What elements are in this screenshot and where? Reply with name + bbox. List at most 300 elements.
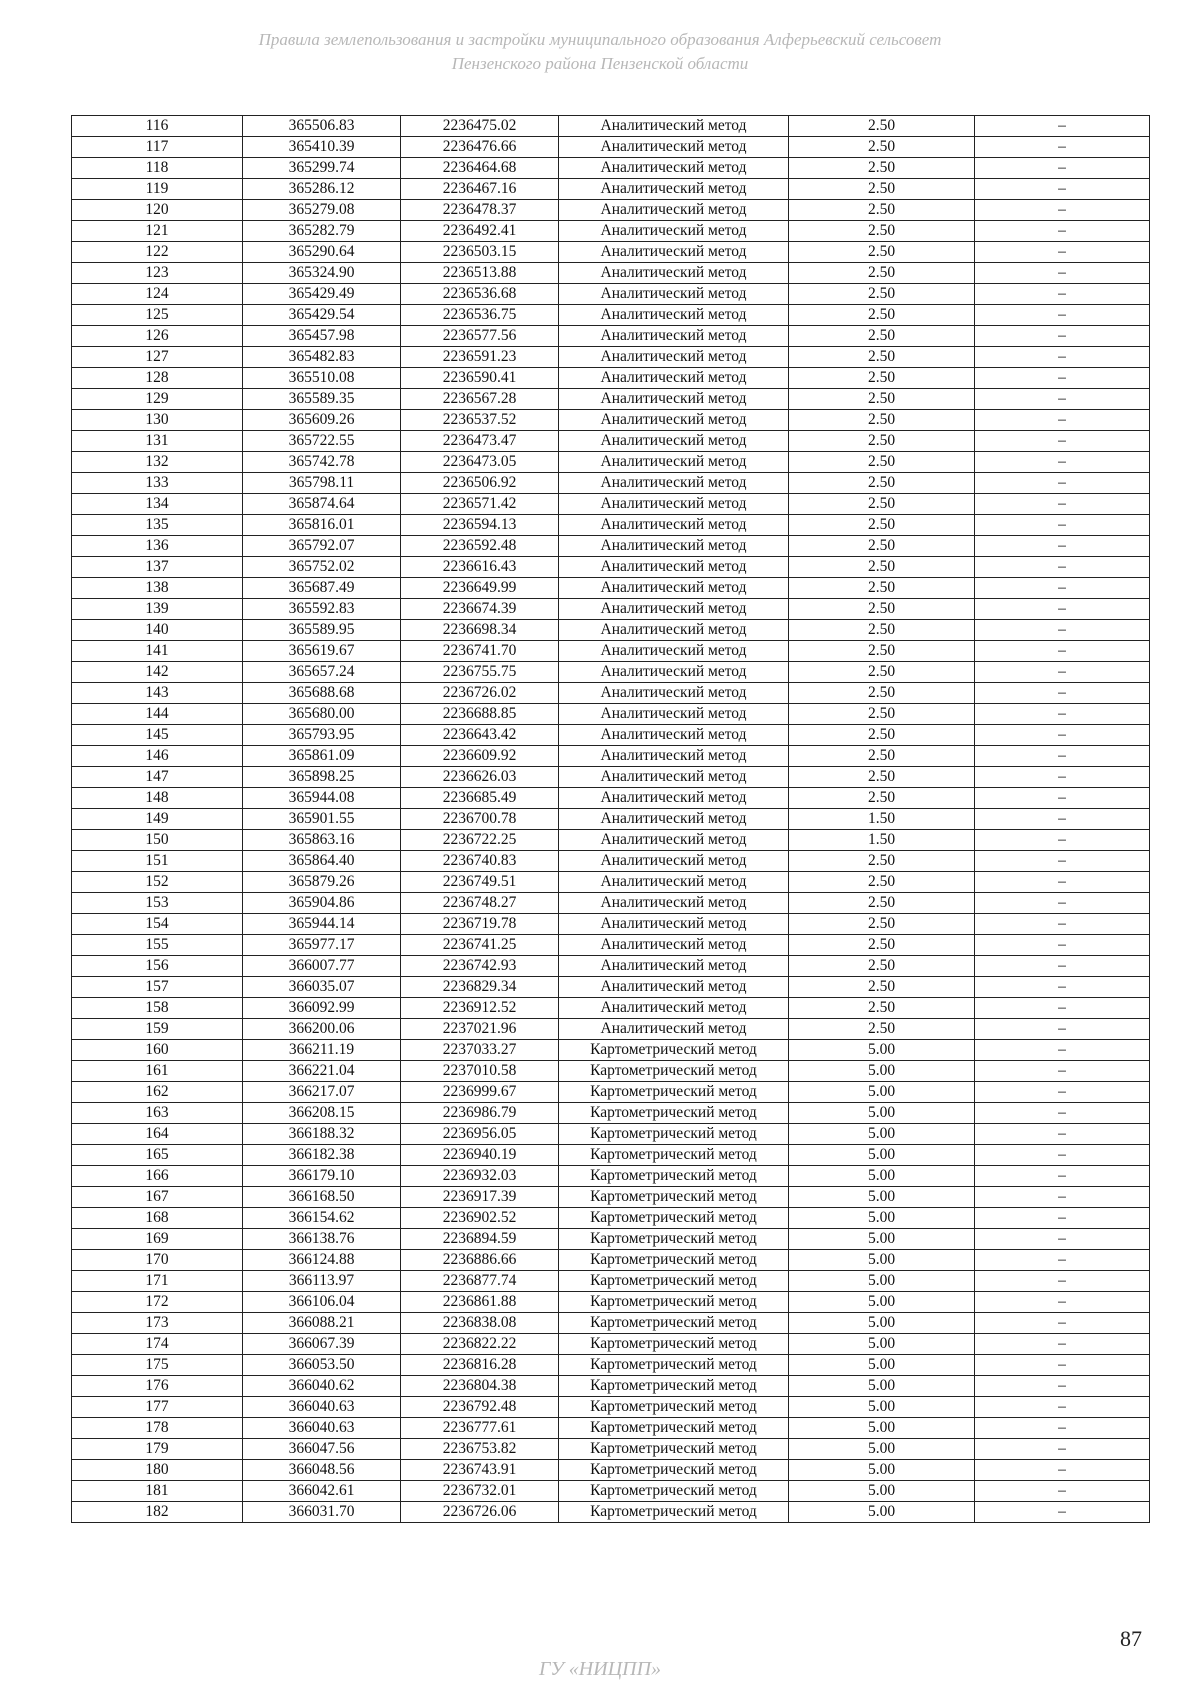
x-coordinate-cell: 366007.77	[243, 956, 401, 977]
table-row	[72, 158, 1150, 179]
y-coordinate-cell: 2236467.16	[401, 179, 559, 200]
method-cell: Аналитический метод	[559, 221, 789, 242]
page-number: 87	[1120, 1626, 1142, 1651]
y-coordinate-cell: 2236674.39	[401, 599, 559, 620]
table-row	[72, 347, 1150, 368]
point-number-cell: 148	[72, 788, 243, 809]
note-cell: –	[975, 284, 1150, 305]
y-coordinate-cell: 2236722.25	[401, 830, 559, 851]
note-cell: –	[975, 389, 1150, 410]
x-coordinate-cell: 365457.98	[243, 326, 401, 347]
y-coordinate-cell: 2237033.27	[401, 1040, 559, 1061]
x-coordinate-cell: 365609.26	[243, 410, 401, 431]
y-coordinate-cell: 2236698.34	[401, 620, 559, 641]
y-coordinate-cell: 2237010.58	[401, 1061, 559, 1082]
table-row	[72, 1481, 1150, 1502]
y-coordinate-cell: 2236877.74	[401, 1271, 559, 1292]
x-coordinate-cell: 365410.39	[243, 137, 401, 158]
x-coordinate-cell: 365798.11	[243, 473, 401, 494]
y-coordinate-cell: 2236755.75	[401, 662, 559, 683]
y-coordinate-cell: 2236940.19	[401, 1145, 559, 1166]
x-coordinate-cell: 366113.97	[243, 1271, 401, 1292]
point-number-cell: 145	[72, 725, 243, 746]
x-coordinate-cell: 365589.35	[243, 389, 401, 410]
point-number-cell: 127	[72, 347, 243, 368]
point-number-cell: 163	[72, 1103, 243, 1124]
note-cell: –	[975, 1355, 1150, 1376]
note-cell: –	[975, 746, 1150, 767]
point-number-cell: 172	[72, 1292, 243, 1313]
note-cell: –	[975, 368, 1150, 389]
y-coordinate-cell: 2236894.59	[401, 1229, 559, 1250]
method-cell: Аналитический метод	[559, 368, 789, 389]
accuracy-cell: 2.50	[789, 158, 975, 179]
x-coordinate-cell: 366179.10	[243, 1166, 401, 1187]
note-cell: –	[975, 767, 1150, 788]
table-row	[72, 662, 1150, 683]
note-cell: –	[975, 977, 1150, 998]
x-coordinate-cell: 366138.76	[243, 1229, 401, 1250]
table-row	[72, 893, 1150, 914]
method-cell: Картометрический метод	[559, 1313, 789, 1334]
table-row	[72, 284, 1150, 305]
x-coordinate-cell: 365901.55	[243, 809, 401, 830]
accuracy-cell: 2.50	[789, 935, 975, 956]
method-cell: Аналитический метод	[559, 641, 789, 662]
note-cell: –	[975, 914, 1150, 935]
note-cell: –	[975, 1208, 1150, 1229]
method-cell: Аналитический метод	[559, 956, 789, 977]
table-row	[72, 242, 1150, 263]
table-row	[72, 137, 1150, 158]
table-row	[72, 389, 1150, 410]
note-cell: –	[975, 1418, 1150, 1439]
x-coordinate-cell: 365279.08	[243, 200, 401, 221]
note-cell: –	[975, 809, 1150, 830]
point-number-cell: 166	[72, 1166, 243, 1187]
method-cell: Аналитический метод	[559, 263, 789, 284]
note-cell: –	[975, 1040, 1150, 1061]
table-row	[72, 1418, 1150, 1439]
y-coordinate-cell: 2236829.34	[401, 977, 559, 998]
point-number-cell: 165	[72, 1145, 243, 1166]
method-cell: Картометрический метод	[559, 1124, 789, 1145]
y-coordinate-cell: 2236741.25	[401, 935, 559, 956]
table-row	[72, 620, 1150, 641]
note-cell: –	[975, 347, 1150, 368]
note-cell: –	[975, 305, 1150, 326]
x-coordinate-cell: 365680.00	[243, 704, 401, 725]
accuracy-cell: 5.00	[789, 1040, 975, 1061]
note-cell: –	[975, 1481, 1150, 1502]
accuracy-cell: 2.50	[789, 914, 975, 935]
point-number-cell: 121	[72, 221, 243, 242]
y-coordinate-cell: 2236688.85	[401, 704, 559, 725]
accuracy-cell: 5.00	[789, 1460, 975, 1481]
note-cell: –	[975, 1061, 1150, 1082]
note-cell: –	[975, 536, 1150, 557]
x-coordinate-cell: 365510.08	[243, 368, 401, 389]
accuracy-cell: 2.50	[789, 452, 975, 473]
accuracy-cell: 2.50	[789, 725, 975, 746]
y-coordinate-cell: 2236594.13	[401, 515, 559, 536]
note-cell: –	[975, 1124, 1150, 1145]
accuracy-cell: 2.50	[789, 116, 975, 137]
y-coordinate-cell: 2236567.28	[401, 389, 559, 410]
method-cell: Картометрический метод	[559, 1481, 789, 1502]
note-cell: –	[975, 515, 1150, 536]
page-footer: ГУ «НИЦПП»	[538, 1658, 662, 1680]
method-cell: Аналитический метод	[559, 578, 789, 599]
method-cell: Аналитический метод	[559, 473, 789, 494]
point-number-cell: 176	[72, 1376, 243, 1397]
accuracy-cell: 2.50	[789, 599, 975, 620]
point-number-cell: 157	[72, 977, 243, 998]
note-cell: –	[975, 221, 1150, 242]
x-coordinate-cell: 365863.16	[243, 830, 401, 851]
point-number-cell: 158	[72, 998, 243, 1019]
table-row	[72, 200, 1150, 221]
method-cell: Аналитический метод	[559, 158, 789, 179]
table-row	[72, 473, 1150, 494]
x-coordinate-cell: 366106.04	[243, 1292, 401, 1313]
table-row	[72, 746, 1150, 767]
note-cell: –	[975, 1439, 1150, 1460]
note-cell: –	[975, 1313, 1150, 1334]
method-cell: Картометрический метод	[559, 1103, 789, 1124]
y-coordinate-cell: 2236753.82	[401, 1439, 559, 1460]
method-cell: Картометрический метод	[559, 1166, 789, 1187]
method-cell: Аналитический метод	[559, 725, 789, 746]
note-cell: –	[975, 494, 1150, 515]
note-cell: –	[975, 137, 1150, 158]
method-cell: Аналитический метод	[559, 788, 789, 809]
table-row	[72, 263, 1150, 284]
x-coordinate-cell: 365324.90	[243, 263, 401, 284]
table-row	[72, 431, 1150, 452]
x-coordinate-cell: 365429.54	[243, 305, 401, 326]
accuracy-cell: 2.50	[789, 683, 975, 704]
table-row	[72, 116, 1150, 137]
y-coordinate-cell: 2236643.42	[401, 725, 559, 746]
y-coordinate-cell: 2236743.91	[401, 1460, 559, 1481]
y-coordinate-cell: 2236912.52	[401, 998, 559, 1019]
point-number-cell: 153	[72, 893, 243, 914]
note-cell: –	[975, 1502, 1150, 1523]
y-coordinate-cell: 2236748.27	[401, 893, 559, 914]
method-cell: Аналитический метод	[559, 452, 789, 473]
method-cell: Аналитический метод	[559, 935, 789, 956]
note-cell: –	[975, 452, 1150, 473]
method-cell: Картометрический метод	[559, 1418, 789, 1439]
method-cell: Картометрический метод	[559, 1061, 789, 1082]
coordinates-table	[71, 115, 1150, 1523]
note-cell: –	[975, 1460, 1150, 1481]
table-row	[72, 515, 1150, 536]
point-number-cell: 181	[72, 1481, 243, 1502]
x-coordinate-cell: 366200.06	[243, 1019, 401, 1040]
accuracy-cell: 2.50	[789, 746, 975, 767]
y-coordinate-cell: 2236473.47	[401, 431, 559, 452]
x-coordinate-cell: 366188.32	[243, 1124, 401, 1145]
point-number-cell: 132	[72, 452, 243, 473]
method-cell: Аналитический метод	[559, 830, 789, 851]
y-coordinate-cell: 2236740.83	[401, 851, 559, 872]
accuracy-cell: 5.00	[789, 1418, 975, 1439]
note-cell: –	[975, 557, 1150, 578]
point-number-cell: 147	[72, 767, 243, 788]
note-cell: –	[975, 200, 1150, 221]
accuracy-cell: 2.50	[789, 893, 975, 914]
table-row	[72, 578, 1150, 599]
y-coordinate-cell: 2236732.01	[401, 1481, 559, 1502]
table-row	[72, 494, 1150, 515]
y-coordinate-cell: 2236956.05	[401, 1124, 559, 1145]
x-coordinate-cell: 366035.07	[243, 977, 401, 998]
y-coordinate-cell: 2236822.22	[401, 1334, 559, 1355]
accuracy-cell: 2.50	[789, 662, 975, 683]
point-number-cell: 173	[72, 1313, 243, 1334]
note-cell: –	[975, 851, 1150, 872]
accuracy-cell: 2.50	[789, 872, 975, 893]
table-row	[72, 1355, 1150, 1376]
y-coordinate-cell: 2236886.66	[401, 1250, 559, 1271]
point-number-cell: 160	[72, 1040, 243, 1061]
y-coordinate-cell: 2236506.92	[401, 473, 559, 494]
y-coordinate-cell: 2237021.96	[401, 1019, 559, 1040]
note-cell: –	[975, 662, 1150, 683]
method-cell: Аналитический метод	[559, 683, 789, 704]
note-cell: –	[975, 116, 1150, 137]
accuracy-cell: 2.50	[789, 578, 975, 599]
point-number-cell: 152	[72, 872, 243, 893]
method-cell: Картометрический метод	[559, 1187, 789, 1208]
y-coordinate-cell: 2236861.88	[401, 1292, 559, 1313]
point-number-cell: 175	[72, 1355, 243, 1376]
point-number-cell: 170	[72, 1250, 243, 1271]
table-row	[72, 851, 1150, 872]
point-number-cell: 136	[72, 536, 243, 557]
table-row	[72, 1208, 1150, 1229]
accuracy-cell: 2.50	[789, 242, 975, 263]
y-coordinate-cell: 2236478.37	[401, 200, 559, 221]
accuracy-cell: 2.50	[789, 704, 975, 725]
table-row	[72, 368, 1150, 389]
y-coordinate-cell: 2236649.99	[401, 578, 559, 599]
y-coordinate-cell: 2236577.56	[401, 326, 559, 347]
table-row	[72, 1019, 1150, 1040]
note-cell: –	[975, 1166, 1150, 1187]
x-coordinate-cell: 365290.64	[243, 242, 401, 263]
accuracy-cell: 5.00	[789, 1187, 975, 1208]
method-cell: Аналитический метод	[559, 914, 789, 935]
method-cell: Аналитический метод	[559, 620, 789, 641]
table-row	[72, 1292, 1150, 1313]
y-coordinate-cell: 2236616.43	[401, 557, 559, 578]
point-number-cell: 169	[72, 1229, 243, 1250]
x-coordinate-cell: 365898.25	[243, 767, 401, 788]
y-coordinate-cell: 2236999.67	[401, 1082, 559, 1103]
y-coordinate-cell: 2236777.61	[401, 1418, 559, 1439]
point-number-cell: 167	[72, 1187, 243, 1208]
accuracy-cell: 2.50	[789, 137, 975, 158]
table-row	[72, 1271, 1150, 1292]
y-coordinate-cell: 2236986.79	[401, 1103, 559, 1124]
point-number-cell: 162	[72, 1082, 243, 1103]
method-cell: Аналитический метод	[559, 326, 789, 347]
accuracy-cell: 2.50	[789, 473, 975, 494]
y-coordinate-cell: 2236537.52	[401, 410, 559, 431]
point-number-cell: 154	[72, 914, 243, 935]
method-cell: Аналитический метод	[559, 431, 789, 452]
note-cell: –	[975, 599, 1150, 620]
point-number-cell: 156	[72, 956, 243, 977]
y-coordinate-cell: 2236792.48	[401, 1397, 559, 1418]
y-coordinate-cell: 2236591.23	[401, 347, 559, 368]
point-number-cell: 150	[72, 830, 243, 851]
note-cell: –	[975, 158, 1150, 179]
y-coordinate-cell: 2236838.08	[401, 1313, 559, 1334]
accuracy-cell: 5.00	[789, 1397, 975, 1418]
table-row	[72, 683, 1150, 704]
accuracy-cell: 2.50	[789, 788, 975, 809]
accuracy-cell: 2.50	[789, 557, 975, 578]
table-row	[72, 221, 1150, 242]
accuracy-cell: 2.50	[789, 977, 975, 998]
x-coordinate-cell: 365793.95	[243, 725, 401, 746]
method-cell: Картометрический метод	[559, 1145, 789, 1166]
method-cell: Картометрический метод	[559, 1250, 789, 1271]
note-cell: –	[975, 1334, 1150, 1355]
note-cell: –	[975, 893, 1150, 914]
x-coordinate-cell: 365592.83	[243, 599, 401, 620]
table-row	[72, 1460, 1150, 1481]
y-coordinate-cell: 2236536.68	[401, 284, 559, 305]
x-coordinate-cell: 366221.04	[243, 1061, 401, 1082]
method-cell: Картометрический метод	[559, 1502, 789, 1523]
table-row	[72, 956, 1150, 977]
y-coordinate-cell: 2236464.68	[401, 158, 559, 179]
accuracy-cell: 5.00	[789, 1124, 975, 1145]
table-row	[72, 1040, 1150, 1061]
x-coordinate-cell: 366154.62	[243, 1208, 401, 1229]
method-cell: Аналитический метод	[559, 872, 789, 893]
note-cell: –	[975, 1229, 1150, 1250]
accuracy-cell: 5.00	[789, 1481, 975, 1502]
point-number-cell: 122	[72, 242, 243, 263]
x-coordinate-cell: 365944.14	[243, 914, 401, 935]
y-coordinate-cell: 2236609.92	[401, 746, 559, 767]
note-cell: –	[975, 473, 1150, 494]
method-cell: Аналитический метод	[559, 809, 789, 830]
y-coordinate-cell: 2236473.05	[401, 452, 559, 473]
x-coordinate-cell: 365742.78	[243, 452, 401, 473]
table-row	[72, 830, 1150, 851]
table-row	[72, 998, 1150, 1019]
note-cell: –	[975, 998, 1150, 1019]
table-row	[72, 1250, 1150, 1271]
accuracy-cell: 5.00	[789, 1082, 975, 1103]
table-row	[72, 1334, 1150, 1355]
page-header	[0, 28, 1200, 76]
y-coordinate-cell: 2236749.51	[401, 872, 559, 893]
x-coordinate-cell: 366208.15	[243, 1103, 401, 1124]
point-number-cell: 143	[72, 683, 243, 704]
point-number-cell: 140	[72, 620, 243, 641]
point-number-cell: 142	[72, 662, 243, 683]
x-coordinate-cell: 365864.40	[243, 851, 401, 872]
point-number-cell: 151	[72, 851, 243, 872]
x-coordinate-cell: 366048.56	[243, 1460, 401, 1481]
point-number-cell: 180	[72, 1460, 243, 1481]
point-number-cell: 182	[72, 1502, 243, 1523]
accuracy-cell: 5.00	[789, 1208, 975, 1229]
method-cell: Аналитический метод	[559, 767, 789, 788]
table-row	[72, 1061, 1150, 1082]
point-number-cell: 141	[72, 641, 243, 662]
point-number-cell: 144	[72, 704, 243, 725]
table-row	[72, 914, 1150, 935]
accuracy-cell: 5.00	[789, 1313, 975, 1334]
table-row	[72, 326, 1150, 347]
y-coordinate-cell: 2236719.78	[401, 914, 559, 935]
accuracy-cell: 5.00	[789, 1103, 975, 1124]
accuracy-cell: 2.50	[789, 767, 975, 788]
x-coordinate-cell: 366031.70	[243, 1502, 401, 1523]
accuracy-cell: 1.50	[789, 809, 975, 830]
method-cell: Аналитический метод	[559, 137, 789, 158]
table-row	[72, 1166, 1150, 1187]
point-number-cell: 124	[72, 284, 243, 305]
table-row	[72, 536, 1150, 557]
x-coordinate-cell: 365299.74	[243, 158, 401, 179]
table-row	[72, 809, 1150, 830]
accuracy-cell: 5.00	[789, 1061, 975, 1082]
table-row	[72, 452, 1150, 473]
point-number-cell: 129	[72, 389, 243, 410]
accuracy-cell: 5.00	[789, 1334, 975, 1355]
method-cell: Картометрический метод	[559, 1397, 789, 1418]
x-coordinate-cell: 366211.19	[243, 1040, 401, 1061]
y-coordinate-cell: 2236503.15	[401, 242, 559, 263]
note-cell: –	[975, 1103, 1150, 1124]
accuracy-cell: 2.50	[789, 494, 975, 515]
point-number-cell: 179	[72, 1439, 243, 1460]
method-cell: Картометрический метод	[559, 1082, 789, 1103]
accuracy-cell: 2.50	[789, 347, 975, 368]
x-coordinate-cell: 366067.39	[243, 1334, 401, 1355]
point-number-cell: 120	[72, 200, 243, 221]
method-cell: Картометрический метод	[559, 1208, 789, 1229]
note-cell: –	[975, 263, 1150, 284]
table-row	[72, 725, 1150, 746]
note-cell: –	[975, 431, 1150, 452]
note-cell: –	[975, 704, 1150, 725]
table-row	[72, 872, 1150, 893]
y-coordinate-cell: 2236917.39	[401, 1187, 559, 1208]
point-number-cell: 178	[72, 1418, 243, 1439]
note-cell: –	[975, 872, 1150, 893]
method-cell: Аналитический метод	[559, 1019, 789, 1040]
header-line-2: Пензенского района Пензенской области	[451, 54, 749, 73]
method-cell: Аналитический метод	[559, 977, 789, 998]
point-number-cell: 159	[72, 1019, 243, 1040]
point-number-cell: 137	[72, 557, 243, 578]
method-cell: Аналитический метод	[559, 494, 789, 515]
x-coordinate-cell: 365904.86	[243, 893, 401, 914]
method-cell: Аналитический метод	[559, 557, 789, 578]
point-number-cell: 119	[72, 179, 243, 200]
